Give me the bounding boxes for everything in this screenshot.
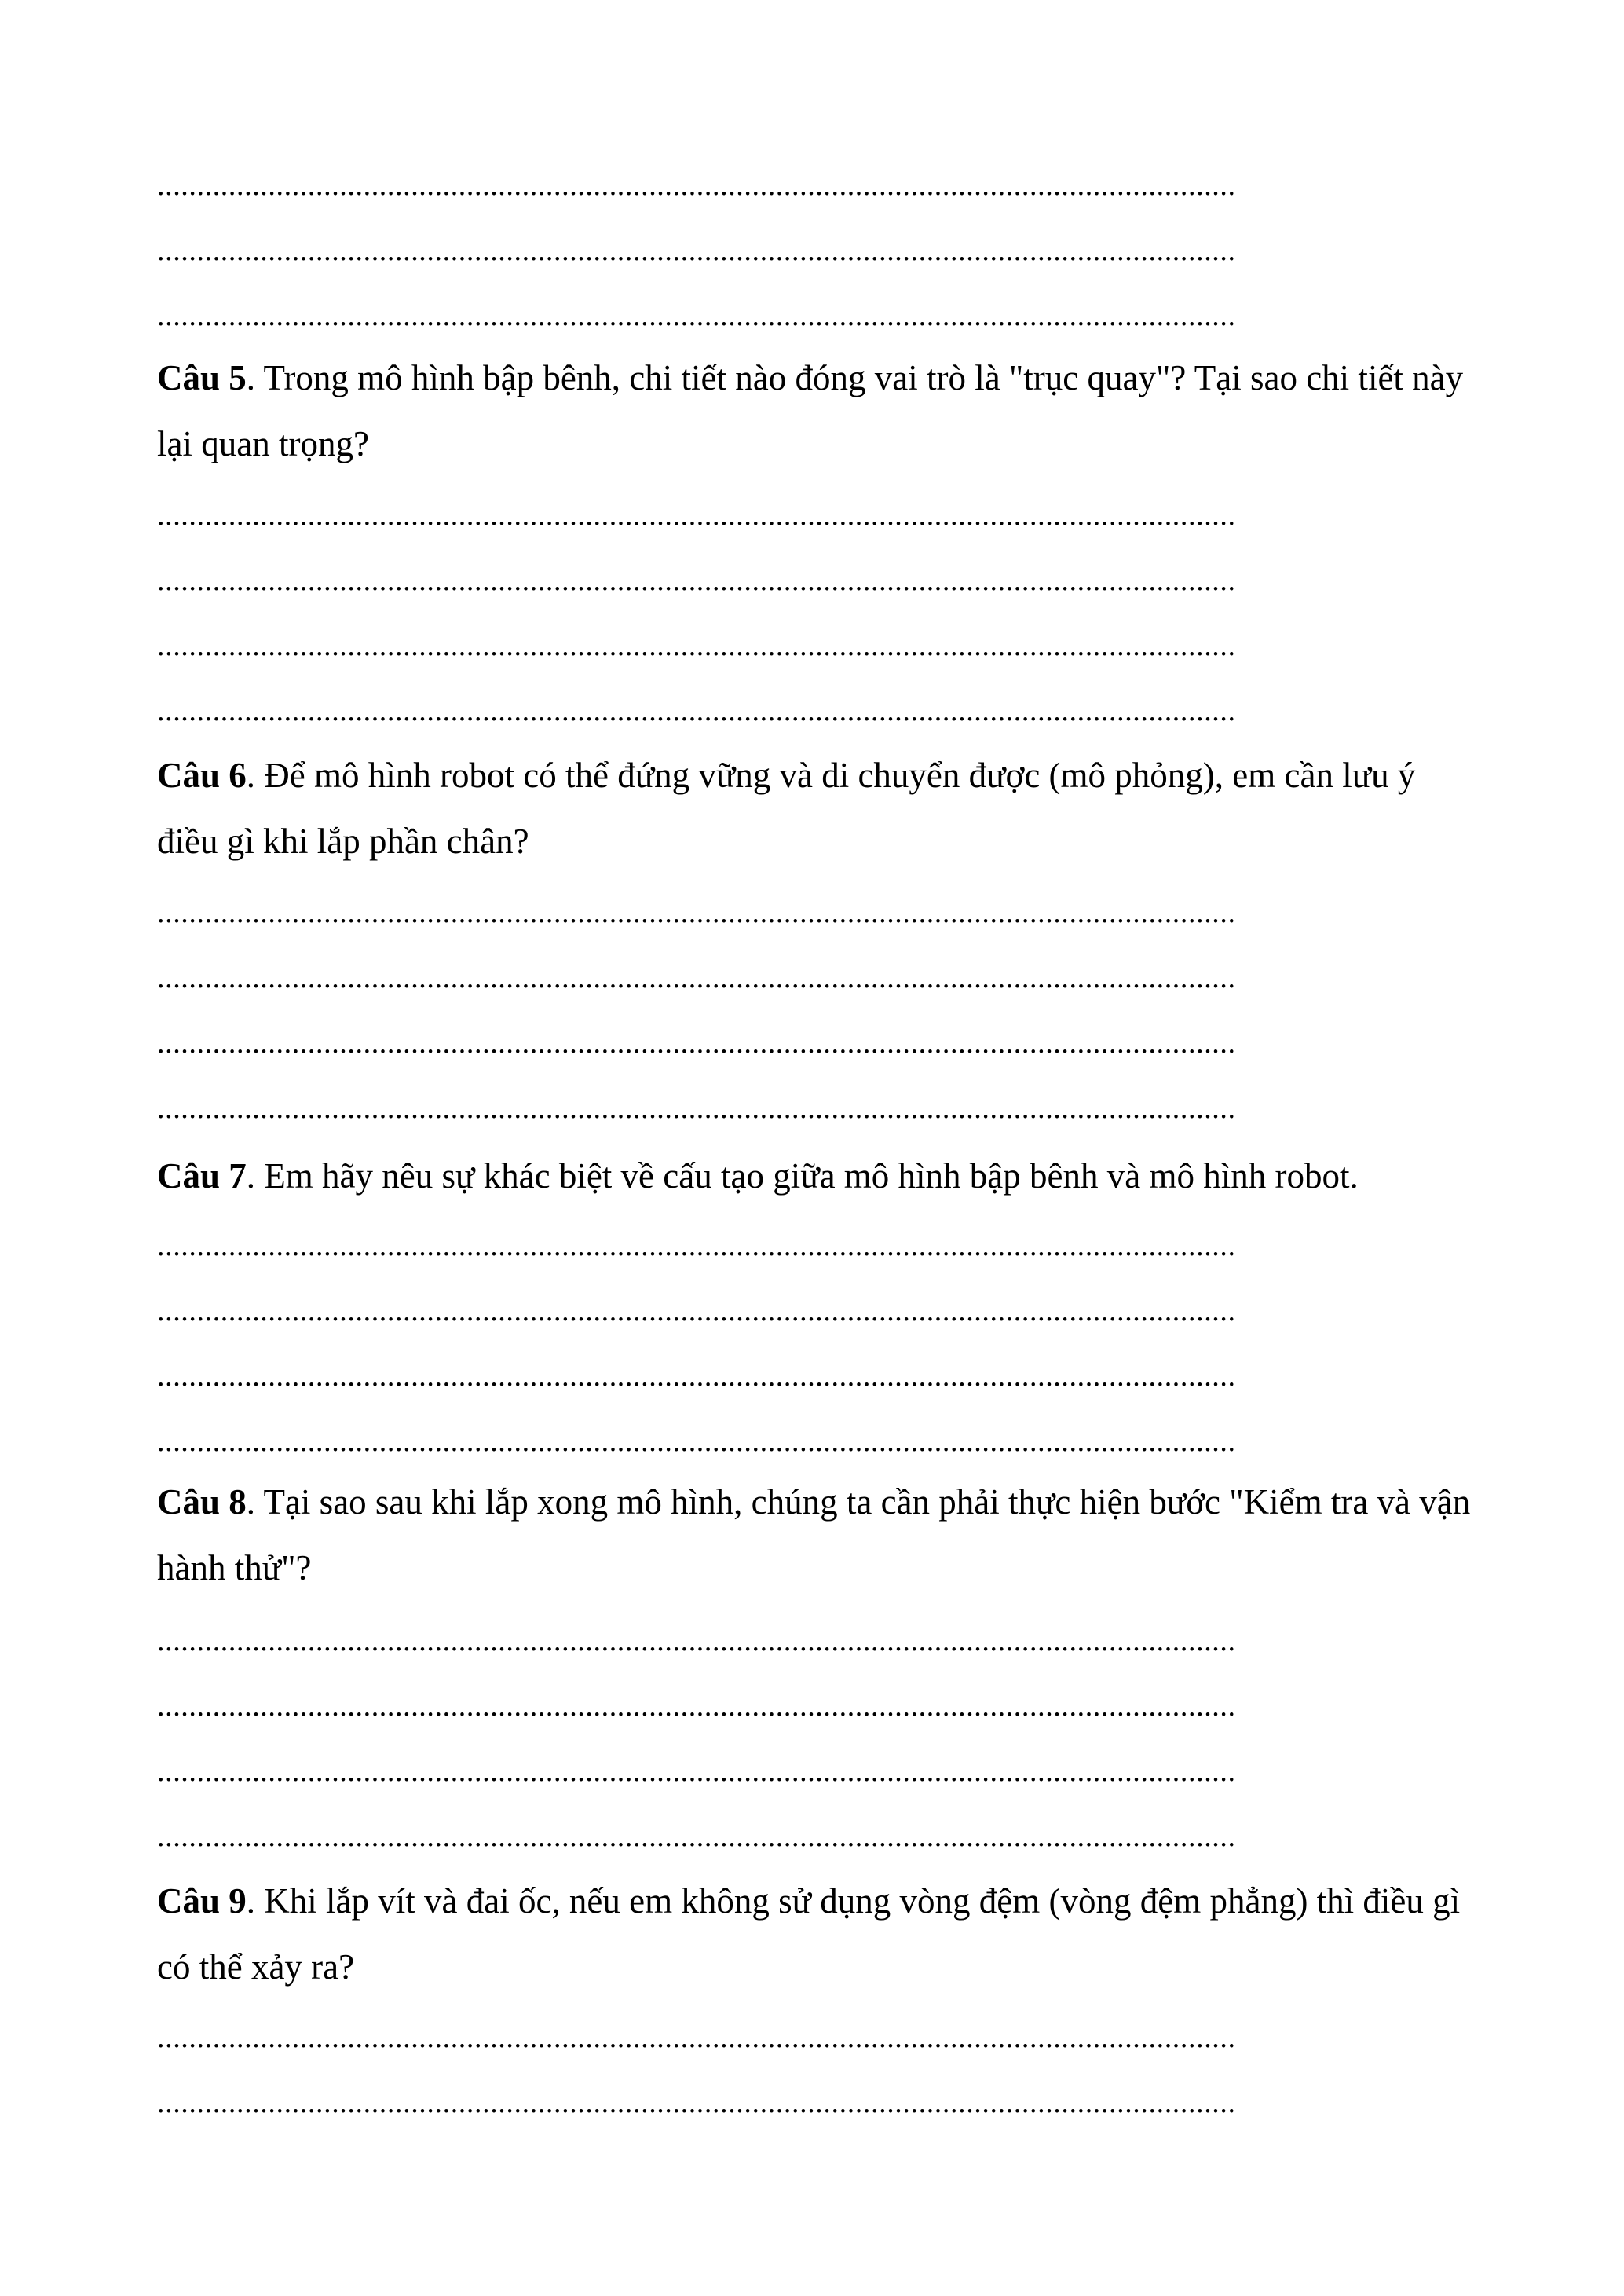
question-6-text: Câu 6. Để mô hình robot có thể đứng vững và di chuyển được (mô phỏng), em cần lưu ý điều gì khi lắp phần chân? bbox=[157, 756, 1416, 861]
answer-lines-9 bbox=[157, 2005, 1476, 2136]
answer-line: ........................................................................................................................................ bbox=[157, 1425, 1236, 1458]
answer-line: ........................................................................................................................................ bbox=[157, 1294, 1236, 1327]
answer-line: ........................................................................................................................................ bbox=[157, 169, 1236, 202]
answer-line: ........................................................................................................................................ bbox=[157, 1229, 1236, 1262]
question-8-label: Câu 8 bbox=[157, 1482, 247, 1522]
answer-line: ........................................................................................................................................ bbox=[157, 1755, 1236, 1788]
answer-line: ........................................................................................................................................ bbox=[157, 694, 1236, 727]
answer-line: ........................................................................................................................................ bbox=[157, 961, 1236, 994]
answer-line: ........................................................................................................................................ bbox=[157, 2086, 1236, 2119]
answer-line: ........................................................................................................................................ bbox=[157, 1092, 1236, 1125]
answer-line: ........................................................................................................................................ bbox=[157, 299, 1236, 332]
question-5-label: Câu 5 bbox=[157, 358, 247, 397]
question-7 bbox=[157, 1143, 1476, 1209]
answer-line: ........................................................................................................................................ bbox=[157, 1690, 1236, 1723]
question-6 bbox=[157, 742, 1476, 874]
answer-line: ........................................................................................................................................ bbox=[157, 564, 1236, 597]
answer-lines-prev bbox=[157, 153, 1476, 349]
answer-line: ........................................................................................................................................ bbox=[157, 2021, 1236, 2054]
question-8-text: Câu 8. Tại sao sau khi lắp xong mô hình, chúng ta cần phải thực hiện bước "Kiểm tra và vận hành thử"? bbox=[157, 1482, 1471, 1587]
answer-line: ........................................................................................................................................ bbox=[157, 499, 1236, 532]
question-7-text: Câu 7. Em hãy nêu sự khác biệt về cấu tạo giữa mô hình bập bênh và mô hình robot. bbox=[157, 1156, 1359, 1196]
answer-line: ........................................................................................................................................ bbox=[157, 234, 1236, 267]
question-9-label: Câu 9 bbox=[157, 1881, 247, 1921]
answer-lines-7 bbox=[157, 1214, 1476, 1474]
question-7-label: Câu 7 bbox=[157, 1156, 247, 1196]
answer-line: ........................................................................................................................................ bbox=[157, 1820, 1236, 1853]
question-8 bbox=[157, 1469, 1476, 1601]
answer-line: ........................................................................................................................................ bbox=[157, 1360, 1236, 1393]
answer-line: ........................................................................................................................................ bbox=[157, 1624, 1236, 1657]
answer-line: ........................................................................................................................................ bbox=[157, 1027, 1236, 1060]
answer-lines-6 bbox=[157, 881, 1476, 1141]
answer-line: ........................................................................................................................................ bbox=[157, 896, 1236, 929]
answer-lines-8 bbox=[157, 1609, 1476, 1869]
question-5-text: Câu 5. Trong mô hình bập bênh, chi tiết nào đóng vai trò là "trục quay"? Tại sao chi tiết này lại quan trọng? bbox=[157, 358, 1464, 463]
question-9-text: Câu 9. Khi lắp vít và đai ốc, nếu em không sử dụng vòng đệm (vòng đệm phẳng) thì điều gì có thể xảy ra? bbox=[157, 1881, 1461, 1987]
answer-line: ........................................................................................................................................ bbox=[157, 629, 1236, 662]
question-6-label: Câu 6 bbox=[157, 756, 247, 795]
answer-lines-5 bbox=[157, 483, 1476, 744]
question-9 bbox=[157, 1868, 1476, 2000]
question-5 bbox=[157, 345, 1476, 477]
